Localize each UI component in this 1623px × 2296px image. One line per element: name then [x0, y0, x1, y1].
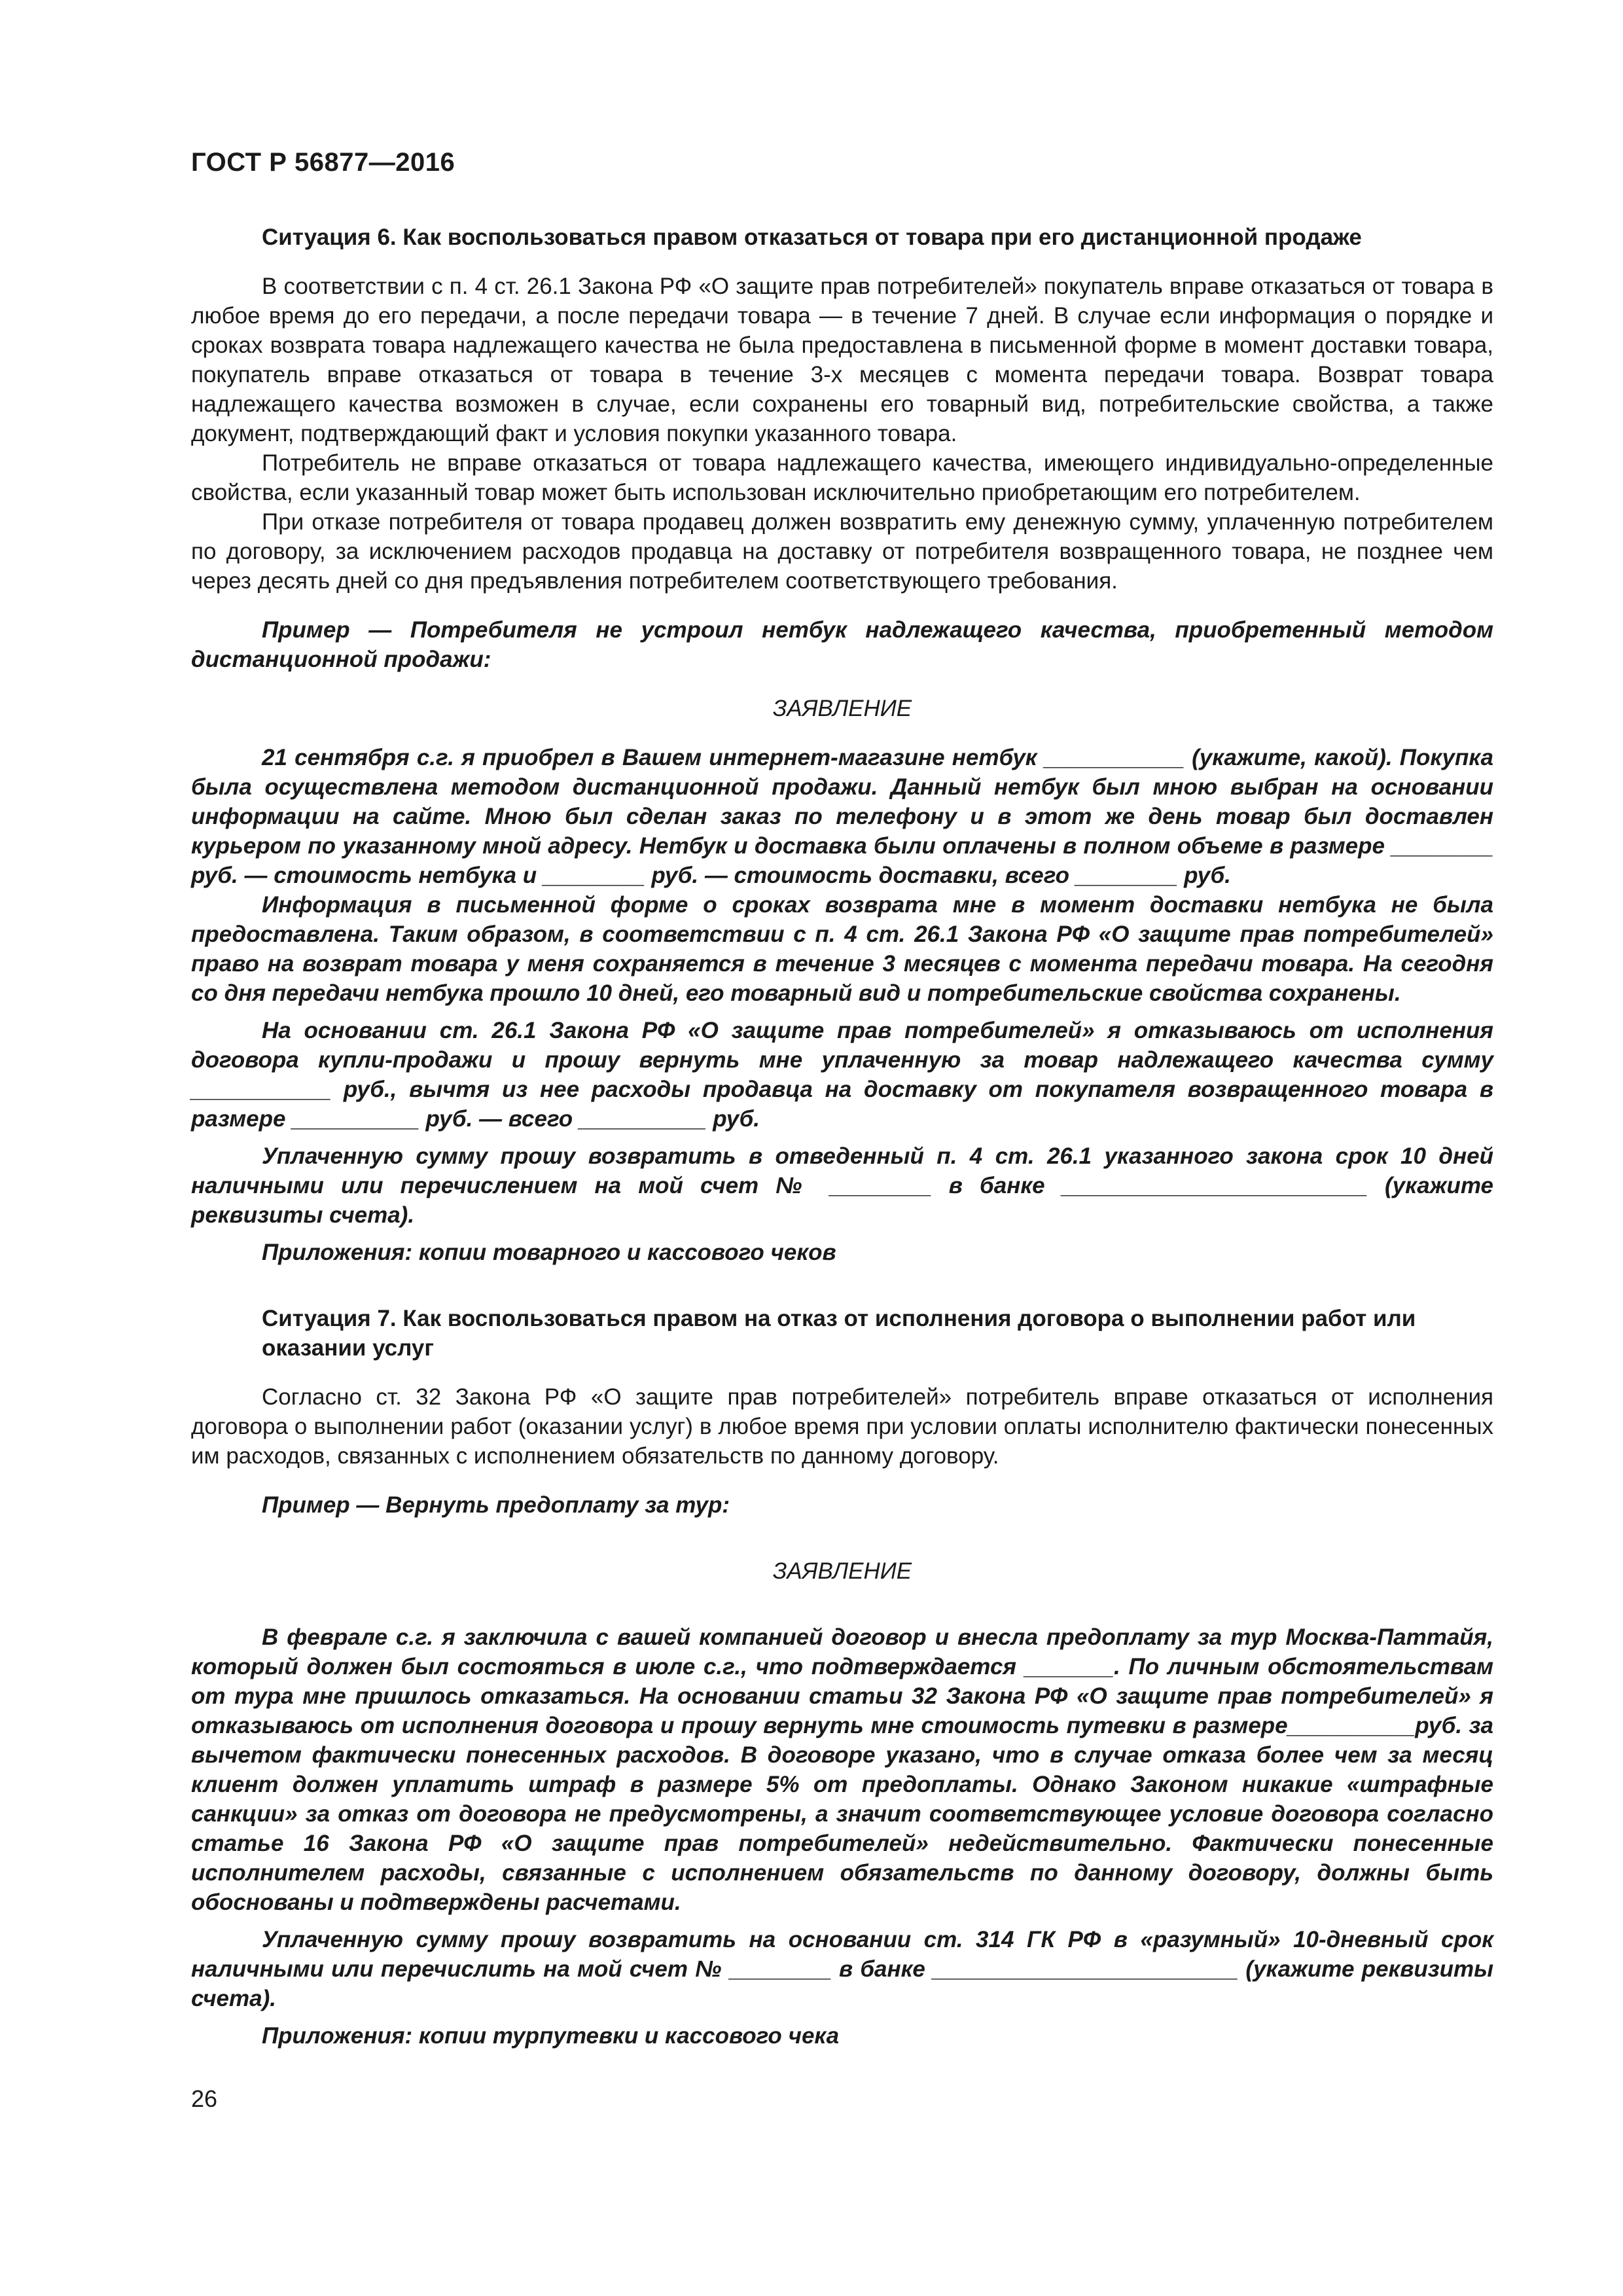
paragraph: В соответствии с п. 4 ст. 26.1 Закона РФ «О защите прав потребителей» покупатель вправе отказаться от товара в любое время до его передачи, а после передачи товара — в течение 7 дней. В случае если информация о порядке и сроках возврата товара надлежащего качества не была предоставлена в письменной форме в момент доставки товара, покупатель вправе отказаться от товара в течение 3-х месяцев с момента передачи товара. Возврат товара надлежащего качества возможен в случае, если сохранены его товарный вид, потребительские свойства, а также документ, подтверждающий факт и условия покупки указанного товара.	[191, 274, 1493, 446]
statement-paragraph: В феврале с.г. я заключила с вашей компанией договор и внесла предоплату за тур Москва-Паттайя, который должен был состояться в июле с.г., что подтверждается _______. По личным обстоятельствам от тура мне пришлось отказаться. На основании статьи 32 Закона РФ «О защите прав потребителей» я отказываюсь от исполнения договора и прошу вернуть мне стоимость путевки в размере__________руб. за вычетом фактически понесенных расходов. В договоре указано, что в случае отказа более чем за месяц клиент должен уплатить штраф в размере 5% от предоплаты. Однако Законом никакие «штрафные санкции» за отказ от договора не предусмотрены, а значит соответствующее условие договора согласно статье 16 Закона РФ «О защите прав потребителей» недействительно. Фактически понесенные исполнителем расходы, связанные с исполнением обязательств по данному договору, должны быть обоснованы и подтверждены расчетами.	[191, 1624, 1493, 1915]
situation-7-heading: Ситуация 7. Как воспользоваться правом на отказ от исполнения договора о выполнении работ или оказании услуг	[262, 1306, 1416, 1361]
statement-paragraph: 21 сентября с.г. я приобрел в Вашем интернет-магазине нетбук ___________ (укажите, какой). Покупка была осуществлена методом дистанционной продажи. Данный нетбук был мною выбран на основании информации на сайте. Мною был сделан заказ по телефону и в этот же день товар был доставлен курьером по указанному мной адресу. Нетбук и доставка были оплачены в полном объеме в размере ________ руб. — стоимость нетбука и ________ руб. — стоимость доставки, всего ________ руб.	[191, 745, 1493, 888]
example-label: Пример — Вернуть предоплату за тур:	[262, 1492, 730, 1518]
paragraph: При отказе потребителя от товара продавец должен возвратить ему денежную сумму, уплаченную потребителем по договору, за исключением расходов продавца на доставку от потребителя возвращенного товара, не позднее чем через десять дней со дня предъявления потребителем соответствующего требования.	[191, 509, 1493, 594]
document-body	[191, 223, 1493, 2051]
statement-paragraph: Уплаченную сумму прошу возвратить на основании ст. 314 ГК РФ в «разумный» 10-дневный срок наличными или перечислить на мой счет № ________ в банке ________________________ (укажите реквизиты счета).	[191, 1927, 1493, 2011]
paragraph: Потребитель не вправе отказаться от товара надлежащего качества, имеющего индивидуально-определенные свойства, если указанный товар может быть использован исключительно приобретающим его потребителем.	[191, 450, 1493, 505]
statement-title: ЗАЯВЛЕНИЕ	[772, 1558, 912, 1584]
situation-6-heading: Ситуация 6. Как воспользоваться правом отказаться от товара при его дистанционной продаже	[262, 224, 1362, 250]
statement-paragraph: Уплаченную сумму прошу возвратить в отведенный п. 4 ст. 26.1 указанного закона срок 10 дней наличными или перечислением на мой счет № ________ в банке ________________________ (укажите реквизиты счета).	[191, 1143, 1493, 1228]
statement-paragraph: Информация в письменной форме о сроках возврата мне в момент доставки нетбука не была предоставлена. Таким образом, в соответствии с п. 4 ст. 26.1 Закона РФ «О защите прав потребителей» право на возврат товара у меня сохраняется в течение 3 месяцев с момента передачи товара. На сегодня со дня передачи нетбука прошло 10 дней, его товарный вид и потребительские свойства сохранены.	[191, 892, 1493, 1006]
example-label: Пример — Потребителя не устроил нетбук надлежащего качества, приобретенный методом дистанционной продажи:	[191, 617, 1493, 672]
attachments: Приложения: копии товарного и кассового чеков	[262, 1240, 836, 1265]
statement-title: ЗАЯВЛЕНИЕ	[772, 696, 912, 721]
page-number: 26	[191, 2085, 218, 2112]
document-header: ГОСТ Р 56877—2016	[191, 148, 455, 177]
statement-paragraph: На основании ст. 26.1 Закона РФ «О защите прав потребителей» я отказываюсь от исполнения договора купли-продажи и прошу вернуть мне уплаченную за товар надлежащего качества сумму ___________ руб., вычтя из нее расходы продавца на доставку от покупателя возвращенного товара в размере __________ руб. — всего __________ руб.	[191, 1018, 1493, 1132]
attachments: Приложения: копии турпутевки и кассового чека	[262, 2023, 840, 2049]
paragraph: Согласно ст. 32 Закона РФ «О защите прав потребителей» потребитель вправе отказаться от исполнения договора о выполнении работ (оказании услуг) в любое время при условии оплаты исполнителю фактически понесенных им расходов, связанных с исполнением обязательств по данному договору.	[191, 1384, 1493, 1469]
